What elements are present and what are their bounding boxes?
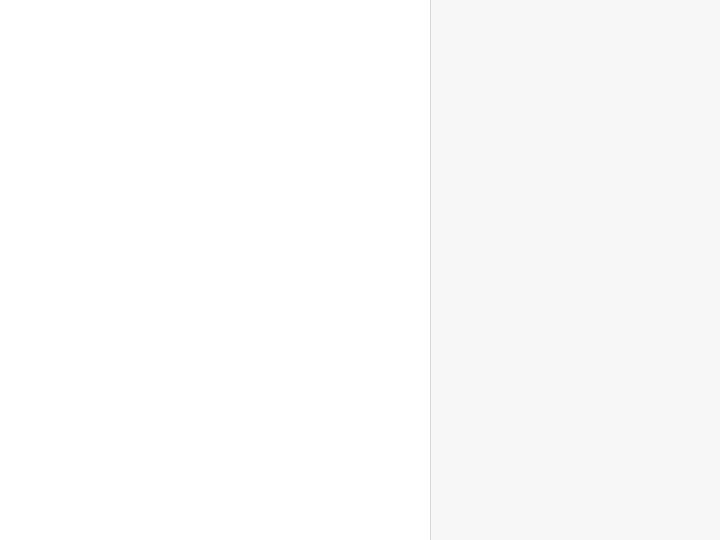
procedure-code-table bbox=[430, 0, 720, 540]
